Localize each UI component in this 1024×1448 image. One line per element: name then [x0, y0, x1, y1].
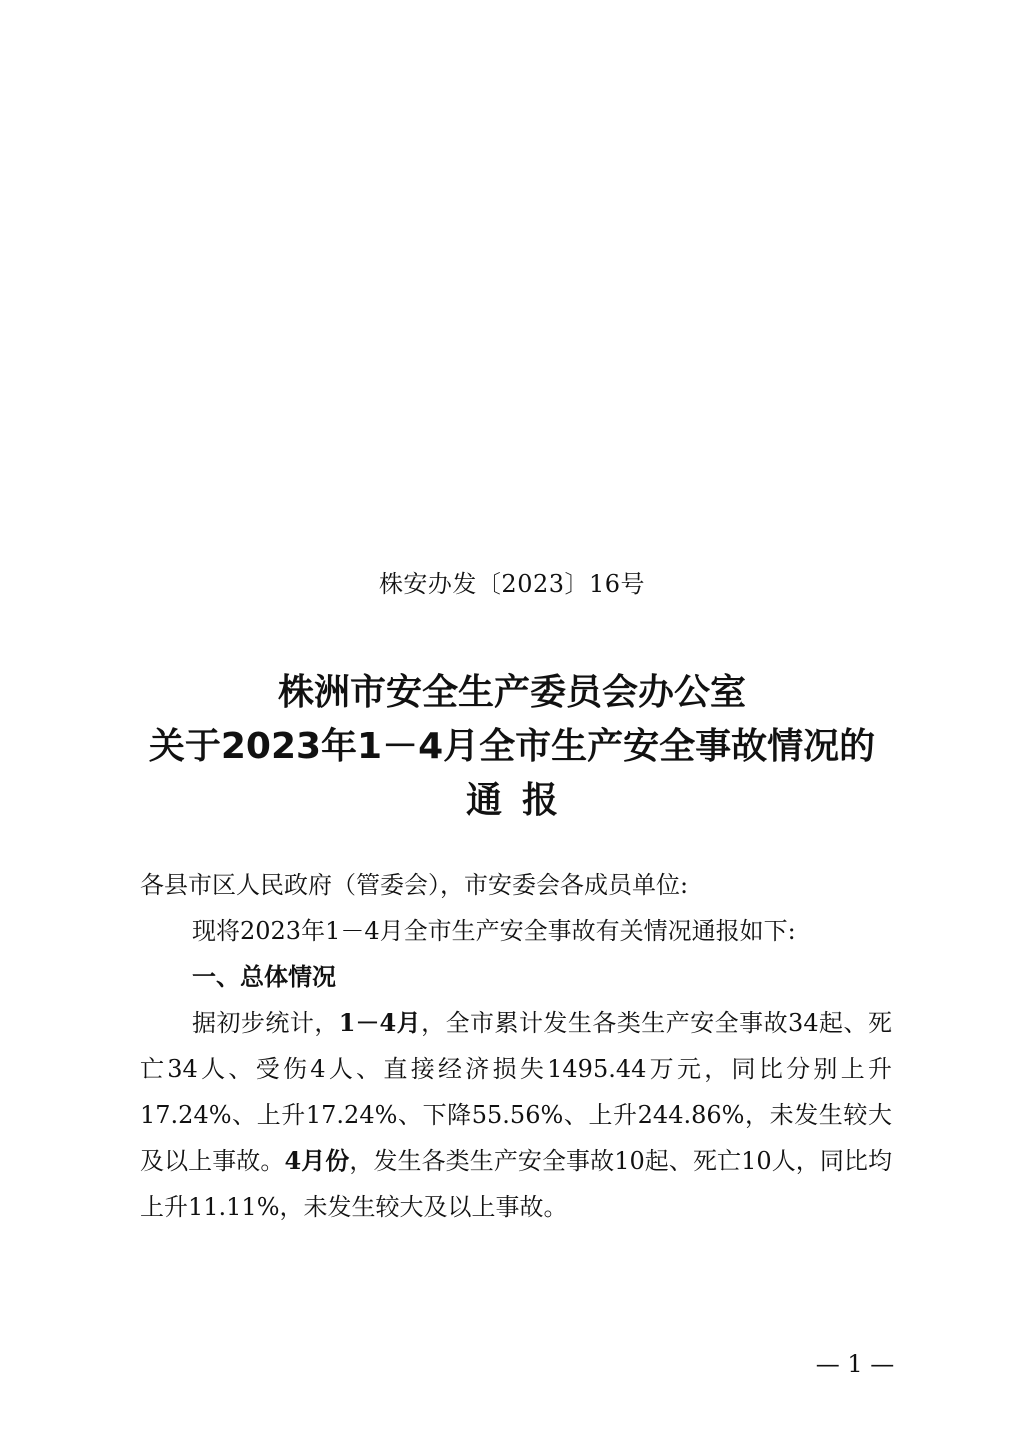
- salutation: 各县市区人民政府（管委会），市安委会各成员单位:: [140, 871, 689, 899]
- stats-jan-apr-text: ，全市累计发生各类生产安全事故34起、死亡34人、受伤4人、直接经济损失1495.44万元，同比分别上升17.24%、上升17.24%、下降55.56%、上升244.86%，未发生较大及以上事故。: [140, 1009, 892, 1175]
- statistics-paragraph: [140, 1000, 892, 1230]
- page-number: — 1 —: [815, 1350, 895, 1378]
- title-line-2: 关于2023年1－4月全市生产安全事故情况的: [148, 726, 876, 767]
- document-body: [140, 862, 892, 1230]
- document-title: [0, 666, 1024, 828]
- title-line-1: 株洲市安全生产委员会办公室: [277, 672, 746, 713]
- stats-period-jan-apr: 1－4月: [338, 1008, 422, 1037]
- stats-april-text: ，发生各类生产安全事故10起、死亡10人，同比均上升11.11%，未发生较大及以上事故。: [140, 1147, 893, 1221]
- document-number: 株安办发〔2023〕16号: [378, 570, 646, 598]
- stats-period-april: 4月份: [284, 1146, 350, 1175]
- section-heading-overall: 一、总体情况: [192, 963, 336, 991]
- intro-paragraph: 现将2023年1－4月全市生产安全事故有关情况通报如下:: [192, 917, 796, 945]
- title-line-3: 通报: [465, 780, 578, 821]
- stats-lead: 据初步统计，: [192, 1009, 339, 1037]
